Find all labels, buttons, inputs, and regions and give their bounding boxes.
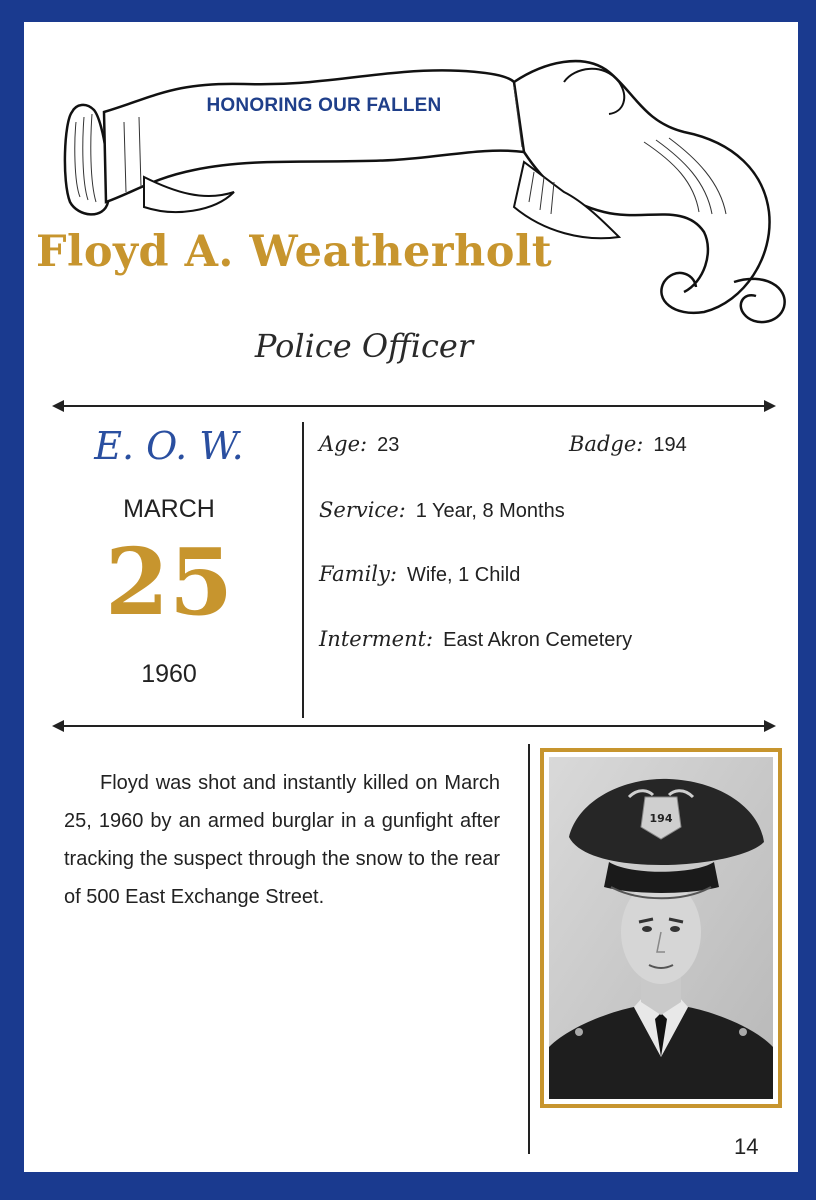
ribbon-banner-illustration [44,42,794,342]
banner-title: HONORING OUR FALLEN [206,95,442,116]
photo-side-line [528,744,530,1154]
divider-arrow-bottom [52,719,776,733]
divider-arrow-top [52,399,776,413]
detail-family [319,562,520,587]
age-value: 23 [377,434,400,456]
badge-label: Badge: [569,432,644,456]
eow-year: 1960 [141,660,197,688]
detail-badge [569,432,687,457]
interment-label: Interment: [319,627,434,651]
officer-biography: Floyd was shot and instantly killed on March 25, 1960 by an armed burglar in a gunfight after tracking the suspect through the snow to the rear of 500 East Exchange Street. [64,772,500,908]
eow-month: MARCH [123,495,215,523]
memorial-page [24,22,798,1172]
eow-label: E. O. W. [94,424,244,468]
service-value: 1 Year, 8 Months [415,500,565,522]
age-label: Age: [319,432,368,456]
detail-interment [319,627,632,652]
service-label: Service: [319,498,406,522]
officer-portrait-photo [549,757,773,1099]
officer-rank: Police Officer [254,327,474,365]
officer-photo-frame [540,748,782,1108]
vertical-divider [302,422,304,718]
family-value: Wife, 1 Child [406,564,521,586]
family-label: Family: [319,562,397,586]
cap-badge-number: 194 [649,812,673,825]
detail-age [319,432,399,457]
eow-day: 25 [104,528,234,636]
interment-value: East Akron Cemetery [443,629,633,651]
officer-name: Floyd A. Weatherholt [36,227,553,277]
detail-service [319,498,565,523]
page-number: 14 [734,1134,759,1159]
badge-value: 194 [653,434,687,456]
